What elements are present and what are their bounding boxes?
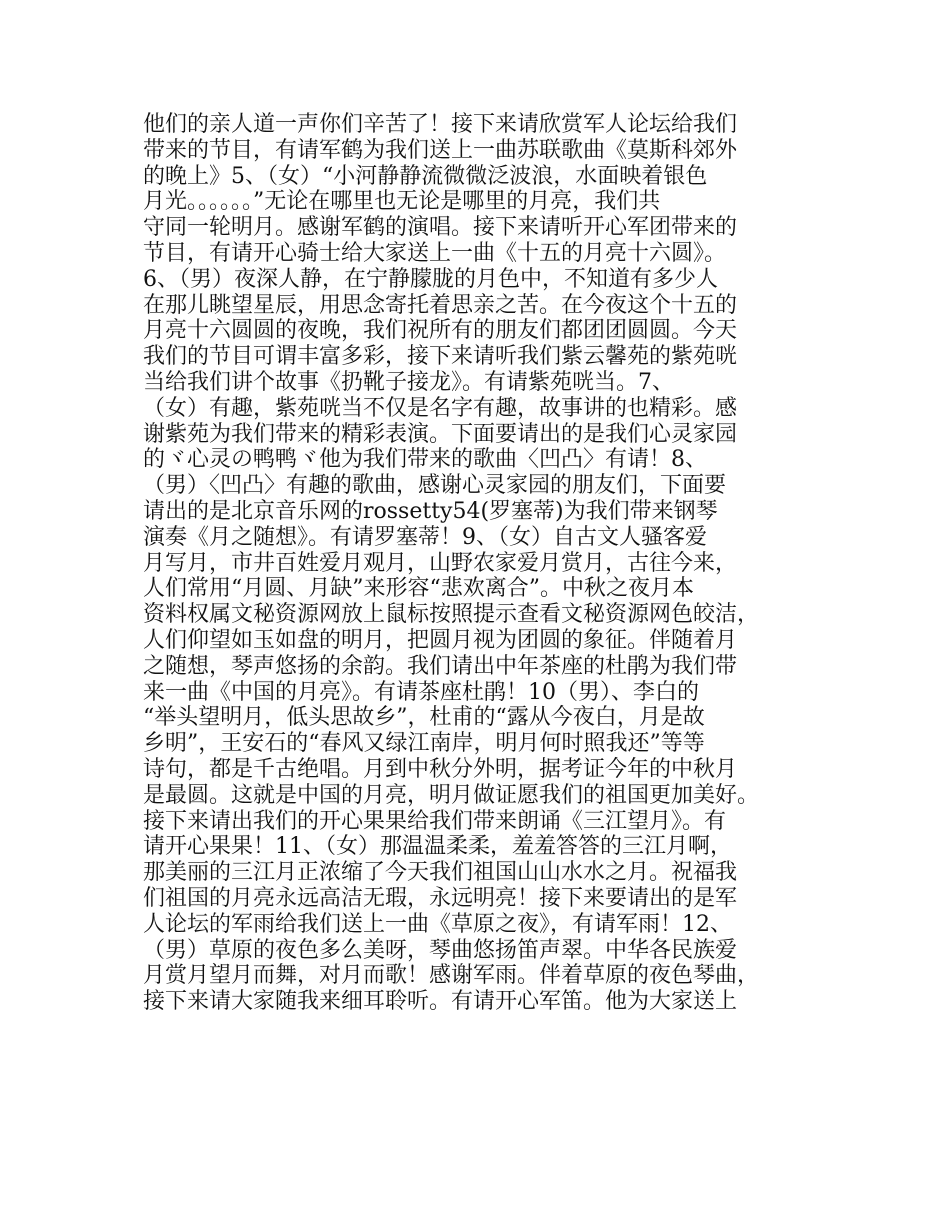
text-line: 月亮十六圆圆的夜晚，我们祝所有的朋友们都团团圆圆。今天 <box>143 318 738 344</box>
text-line: 接下来请大家随我来细耳聆听。有请开心军笛。他为大家送上 <box>143 989 738 1015</box>
text-line: 演奏《月之随想》。有请罗塞蒂！9、（女）自古文人骚客爱 <box>143 524 707 550</box>
text-line: “举头望明月，低头思故乡”，杜甫的“露从今夜白，月是故 <box>143 705 705 731</box>
text-line: 月光。。。。。。”无论在哪里也无论是哪里的月亮，我们共 <box>143 189 661 215</box>
text-line: 当给我们讲个故事《扔靴子接龙》。有请紫苑咣当。7、 <box>143 369 674 395</box>
text-line: 资料权属文秘资源网放上鼠标按照提示查看文秘资源网色皎洁， <box>143 602 760 628</box>
text-line: 守同一轮明月。感谢军鹤的演唱。接下来请听开心军团带来的 <box>143 215 738 241</box>
text-line: 们祖国的月亮永远高洁无瑕，永远明亮！接下来要请出的是军 <box>143 885 738 911</box>
text-line: 在那儿眺望星辰，用思念寄托着思亲之苦。在今夜这个十五的 <box>143 292 738 318</box>
text-line: 6、（男）夜深人静，在宁静朦胧的月色中，不知道有多少人 <box>143 266 718 292</box>
text-line: 月赏月望月而舞，对月而歌！感谢军雨。伴着草原的夜色琴曲， <box>143 963 760 989</box>
text-line: 我们的节目可谓丰富多彩，接下来请听我们紫云馨苑的紫苑咣 <box>143 344 738 370</box>
text-line: 的ヾ心灵の鸭鸭ヾ他为我们带来的歌曲〈凹凸〉有请！8、 <box>143 447 707 473</box>
text-line: 谢紫苑为我们带来的精彩表演。下面要请出的是我们心灵家园 <box>143 421 738 447</box>
text-line: 的晚上》5、（女）“小河静静流微微泛波浪，水面映着银色 <box>143 163 708 189</box>
text-line: 带来的节目，有请军鹤为我们送上一曲苏联歌曲《莫斯科郊外 <box>143 137 738 163</box>
text-line: 请出的是北京音乐网的rossetty54(罗塞蒂)为我们带来钢琴 <box>143 498 718 524</box>
text-line: 乡明”，王安石的“春风又绿江南岸，明月何时照我还”等等 <box>143 731 705 757</box>
body-text <box>143 112 833 1015</box>
text-line: 请开心果果！11、（女）那温温柔柔，羞羞答答的三江月啊， <box>143 834 732 860</box>
text-line: 月写月，市井百姓爱月观月，山野农家爱月赏月，古往今来， <box>143 550 738 576</box>
text-line: 接下来请出我们的开心果果给我们带来朗诵《三江望月》。有 <box>143 808 727 834</box>
text-line: （男）草原的夜色多么美呀，琴曲悠扬笛声翠。中华各民族爱 <box>143 937 738 963</box>
text-line: （女）有趣，紫苑咣当不仅是名字有趣，故事讲的也精彩。感 <box>143 395 738 421</box>
text-line: 诗句，都是千古绝唱。月到中秋分外明，据考证今年的中秋月 <box>143 756 738 782</box>
text-line: 是最圆。这就是中国的月亮，明月做证愿我们的祖国更加美好。 <box>143 782 760 808</box>
text-line: （男）〈凹凸〉有趣的歌曲，感谢心灵家园的朋友们，下面要 <box>143 473 727 499</box>
text-line: 那美丽的三江月正浓缩了今天我们祖国山山水水之月。祝福我 <box>143 860 738 886</box>
text-line: 来一曲《中国的月亮》。有请茶座杜鹃！10（男）、李白的 <box>143 679 699 705</box>
text-line: 之随想，琴声悠扬的余韵。我们请出中年茶座的杜鹃为我们带 <box>143 653 738 679</box>
text-line: 人们常用“月圆、月缺”来形容“悲欢离合”。中秋之夜月本 <box>143 576 694 602</box>
text-line: 节目，有请开心骑士给大家送上一曲《十五的月亮十六圆》。 <box>143 240 727 266</box>
text-line: 人论坛的军雨给我们送上一曲《草原之夜》，有请军雨！12、 <box>143 911 732 937</box>
text-line: 人们仰望如玉如盘的明月，把圆月视为团圆的象征。伴随着月 <box>143 627 738 653</box>
text-line: 他们的亲人道一声你们辛苦了！接下来请欣赏军人论坛给我们 <box>143 112 738 137</box>
